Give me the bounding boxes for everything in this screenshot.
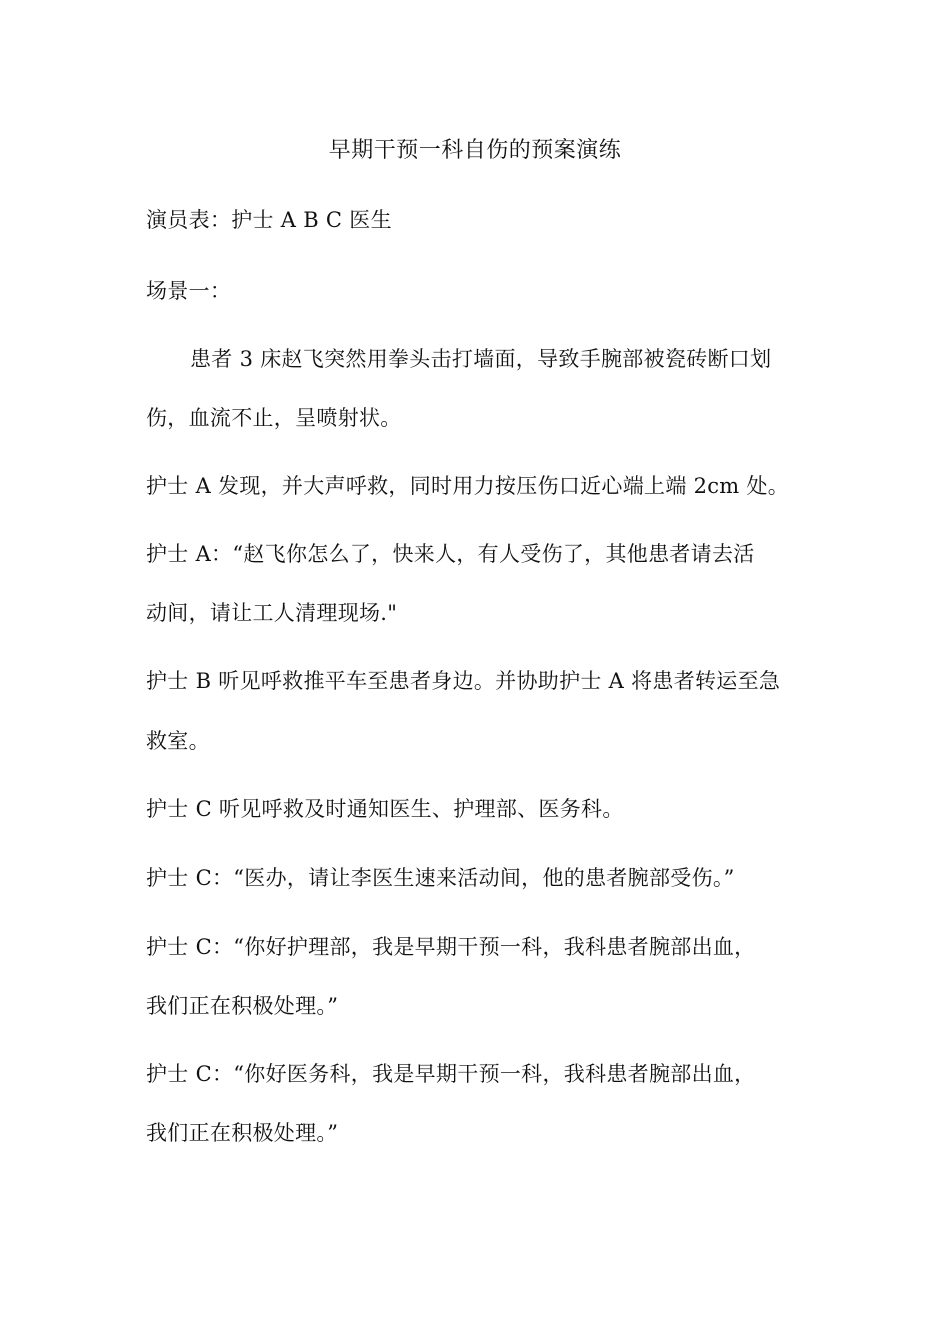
paragraph-line: 患者 3 床赵飞突然用拳头击打墙面，导致手腕部被瓷砖断口划 bbox=[190, 347, 772, 371]
document-title: 早期干预一科自伤的预案演练 bbox=[328, 138, 622, 163]
paragraph-line: 伤，血流不止，呈喷射状。 bbox=[146, 406, 402, 430]
scene-heading: 场景一： bbox=[146, 279, 232, 303]
dialogue-line: 动间，请让工人清理现场." bbox=[146, 601, 398, 625]
dialogue-line: 护士 C：“医办，请让李医生速来活动间，他的患者腕部受伤。” bbox=[146, 866, 735, 890]
paragraph-line: 救室。 bbox=[146, 729, 210, 753]
cast-list-line: 演员表：护士 A B C 医生 bbox=[146, 208, 392, 232]
dialogue-line: 护士 C：“你好医务科，我是早期干预一科，我科患者腕部出血， bbox=[146, 1062, 756, 1086]
paragraph-line: 护士 C 听见呼救及时通知医生、护理部、医务科。 bbox=[146, 797, 624, 821]
dialogue-line: 护士 C：“你好护理部，我是早期干预一科，我科患者腕部出血， bbox=[146, 935, 756, 959]
paragraph-line: 护士 A 发现，并大声呼救，同时用力按压伤口近心端上端 2cm 处。 bbox=[146, 474, 790, 498]
paragraph-line: 护士 B 听见呼救推平车至患者身边。并协助护士 A 将患者转运至急 bbox=[146, 669, 781, 693]
dialogue-line: 我们正在积极处理。” bbox=[146, 994, 339, 1018]
dialogue-line: 护士 A：“赵飞你怎么了，快来人，有人受伤了，其他患者请去活 bbox=[146, 542, 755, 566]
dialogue-line: 我们正在积极处理。” bbox=[146, 1121, 339, 1145]
